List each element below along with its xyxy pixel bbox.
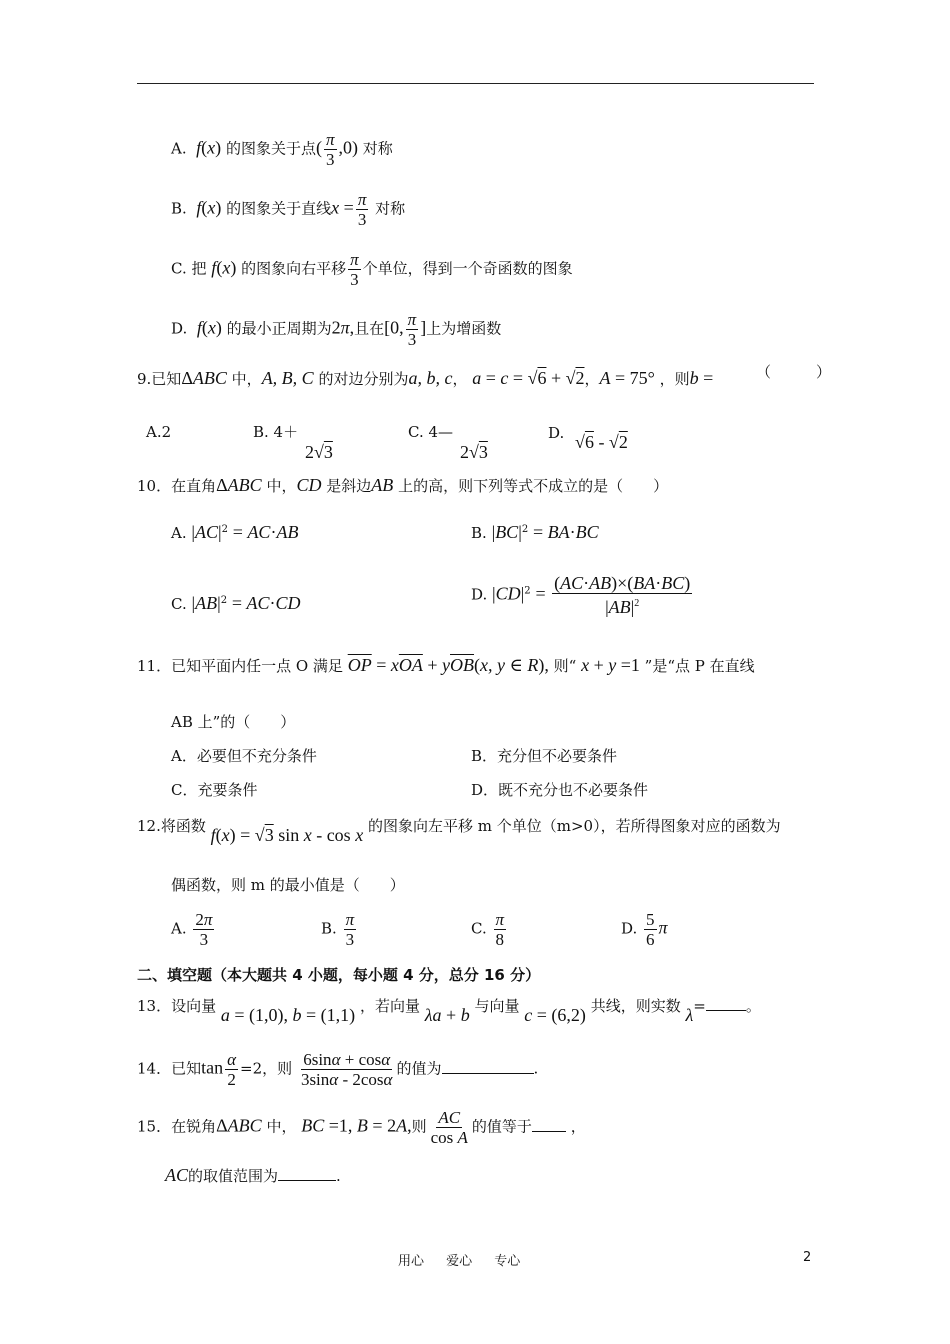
q11-option-a: A．必要但不充分条件 xyxy=(171,747,317,765)
fraction: $\frac{6\sin\alpha + \cos\alpha}{3\sin\alpha - 2\cos\alpha}$ xyxy=(300,1050,393,1089)
q8-option-c: C. 把 f(x) 的图象向右平移 $\frac{\pi}{3}$ 个单位，得到一个奇函数的图象 xyxy=(171,250,573,289)
q10-option-a: A. $|AC|^2 = AC\cdot AB$ xyxy=(171,522,299,542)
fraction: $\frac{\pi}{8}$ xyxy=(495,910,505,949)
fraction: $\frac{2\pi}{3}$ xyxy=(195,910,213,949)
question-10: 10．在直角ΔABC 中，CD 是斜边AB 上的高，则下列等式不成立的是（ ） xyxy=(137,475,669,495)
answer-blank xyxy=(532,1117,566,1132)
q10-option-b: B. $|BC|^2 = BA\cdot BC$ xyxy=(471,522,599,542)
q12-option-c: C. $\frac{\pi}{8}$ xyxy=(471,910,505,949)
question-15: 15．在锐角ΔABC 中， BC =1, B = 2A,则 $\frac{AC}{\text{cos A}}$ 的值等于 ， xyxy=(137,1108,586,1147)
header-rule xyxy=(137,83,814,84)
fraction: $\frac{\pi}{3}$ xyxy=(407,310,417,349)
q9-option-b: B. 4＋ 2√3 xyxy=(253,423,333,462)
q12-option-b: B. $\frac{\pi}{3}$ xyxy=(321,910,355,949)
q15-line2: AC的取值范围为 . xyxy=(165,1165,341,1185)
q10-option-d: D. $|CD|^2$ = $\frac{(AC\cdot AB)\times(BA\cdot BC)}{|AB|^2}$ xyxy=(471,573,691,617)
fraction: $\frac{\pi}{3}$ xyxy=(345,910,355,949)
footer-text: 用心 爱心 专心 xyxy=(398,1254,521,1269)
fraction: $\frac{\pi}{3}$ xyxy=(357,190,367,229)
q11-option-c: C．充要条件 xyxy=(171,781,258,799)
fraction: $\frac{\pi}{3}$ xyxy=(325,130,335,169)
question-11: 11．已知平面内任一点 O 满足 $\overline{OP} = x\overline{OA} + y\overline{OB}(x$, y ∈ R), 则“ x + y =1 ”是“点 P 在直线 xyxy=(137,655,755,675)
fraction: $\frac{(AC\cdot AB)\times(BA\cdot BC)}{|AB|^2}$ xyxy=(554,573,691,617)
q11-option-d: D．既不充分也不必要条件 xyxy=(471,781,649,799)
q10-option-c: C. $|AB|^2 = AC\cdot CD$ xyxy=(171,593,301,613)
q12-line2: 偶函数，则 m 的最小值是（ ） xyxy=(171,876,405,894)
fraction: $\frac{\alpha}{2}$ xyxy=(227,1050,237,1089)
q9-option-c: C. 4— 2√3 xyxy=(408,423,488,462)
math: f xyxy=(196,137,202,158)
question-9: 9.已知ΔABC 中，A, B, C 的对边分别为a, b, c， a = c = √6 + √2，A = 75° ，则b = xyxy=(137,368,714,388)
q9-option-a: A.2 xyxy=(146,423,172,441)
q12-option-a: A. $\frac{2\pi}{3}$ xyxy=(171,910,213,949)
page-number: 2 xyxy=(803,1250,812,1265)
question-14: 14．已知tan $\frac{\alpha}{2}$ =2，则 $\frac{6\sin\alpha + \cos\alpha}{3\sin\alpha - 2\cos\alpha}$ 的值为 . xyxy=(137,1050,539,1089)
q8-option-d: D. f(x) 的最小正周期为2π,且在[0, $\frac{\pi}{3}$ ]上为增函数 xyxy=(171,310,502,349)
q9-paren: （ ） xyxy=(756,363,832,381)
q12-option-d: D. $\frac{5}{6}$ π xyxy=(621,910,668,949)
q11-line2: AB 上”的（ ） xyxy=(171,713,296,731)
fraction: $\frac{AC}{\text{cos A}}$ xyxy=(430,1108,468,1147)
q8-option-a: A. f(x) 的图象关于点( $\frac{\pi}{3}$ ,0) 对称 xyxy=(171,130,393,169)
q9-option-d: D. √6 - √2 xyxy=(548,424,628,452)
q11-option-b: B．充分但不必要条件 xyxy=(471,747,618,765)
question-13: 13．设向量 a = (1,0), b = (1,1) ，若向量 λa + b 与向量 c = (6,2) 共线，则实数 λ= 。 xyxy=(137,997,761,1025)
section-heading: 二、填空题（本大题共 4 小题，每小题 4 分，总分 16 分） xyxy=(137,966,541,984)
fraction: $\frac{\pi}{3}$ xyxy=(350,250,359,289)
answer-blank xyxy=(706,996,746,1011)
q8-option-b: B. f(x) 的图象关于直线x = $\frac{\pi}{3}$ 对称 xyxy=(171,190,406,229)
answer-blank xyxy=(442,1059,534,1074)
question-12: 12.将函数 f(x) = √3 sin x - cos x 的图象向左平移 m 个单位（m>0），若所得图象对应的函数为 xyxy=(137,817,781,845)
answer-blank xyxy=(278,1166,336,1181)
fraction: $\frac{5}{6}$ xyxy=(646,910,655,949)
